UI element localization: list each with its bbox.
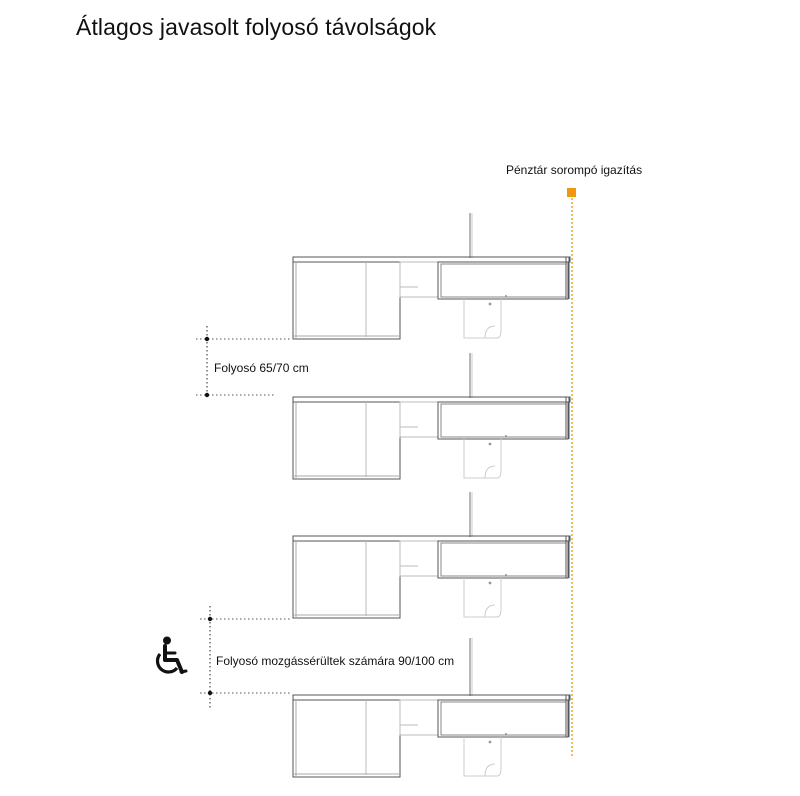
aisle-standard-label: Folyosó 65/70 cm [214,361,309,375]
aisle-accessible-label: Folyosó mozgássérültek számára 90/100 cm [216,654,455,668]
aisle-accessible-dimension [200,606,292,708]
checkout-unit [293,213,570,339]
checkout-unit [293,638,570,777]
wheelchair-icon [150,636,190,678]
checkout-unit [293,492,570,618]
register-alignment-label: Pénztár sorompó igazítás [506,163,643,177]
page-title: Átlagos javasolt folyosó távolságok [76,14,437,40]
checkout-unit [293,353,570,479]
square-marker-icon [567,188,576,197]
aisle-standard-dimension [196,326,292,398]
